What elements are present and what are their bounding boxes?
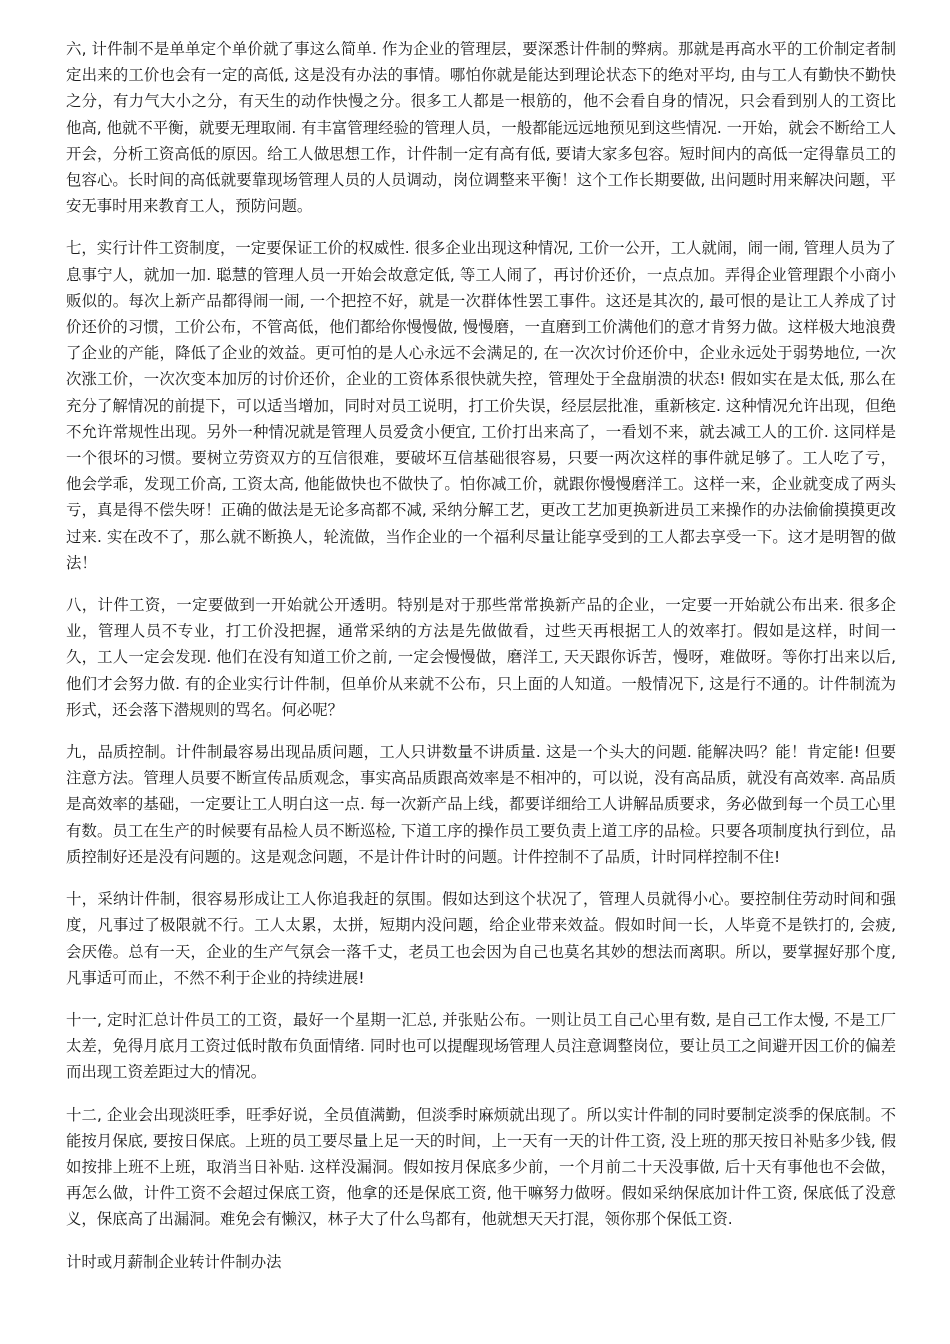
document-page — [66, 36, 896, 1291]
section-heading: 计时或月薪制企业转计件制办法 — [66, 1252, 282, 1271]
paragraph-7: 七，实行计件工资制度，一定要保证工价的权威性. 很多企业出现这种情况, 工价一公开，工人就闹，闹一闹, 管理人员为了息事宁人，就加一加. 聪慧的管理人员一开始会故意定低, 等工人闹了，再讨价还价，一点点加。弄得企业管理跟个小商小贩似的。每次上新产品都得闹一闹, 一个把控不好，就是一次群体性罢工事件。这还是其次的, 最可恨的是让工人养成了讨价还价的习惯，工价公布，不管高低，他们都给你慢慢做, 慢慢磨，一直磨到工价满他们的意才肯努力做。这样极大地浪费了企业的产能，降低了企业的效益。更可怕的是人心永远不会满足的, 在一次次讨价还价中，企业永远处于弱势地位, 一次次涨工价，一次次变本加厉的讨价还价，企业的工资体系很快就失控，管理处于全盘崩溃的状态! 假如实在是太低, 那么在充分了解情况的前提下，可以适当增加，同时对员工说明，打工价失误，经层层批准，重新核定. 这种情况允许出现，但绝不允许常规性出现。另外一种情况就是管理人员爱贪小便宜, 工价打出来高了，一看划不来，就去减工人的工价. 这同样是一个很坏的习惯。要树立劳资双方的互信很难，要破坏互信基础很容易，只要一两次这样的事件就足够了。工人吃了亏，他会学乖，发现工价高, 工资太高, 他能做快也不做快了。怕你减工价，就跟你慢慢磨洋工。这样一来，企业就变成了两头亏，真是得不偿失呀！正确的做法是无论多高都不减, 采纳分解工艺，更改工艺加更换新进员工来操作的办法偷偷摸摸更改过来. 实在改不了，那么就不断换人，轮流做，当作企业的一个福利尽量让能享受到的工人都去享受一下。这才是明智的做法！ — [66, 239, 896, 572]
paragraph-9: 九，品质控制。计件制最容易出现品质问题，工人只讲数量不讲质量. 这是一个头大的问题. 能解决吗？能！肯定能! 但要注意方法。管理人员要不断宣传品质观念，事实高品质跟高效率是不相冲的，可以说，没有高品质，就没有高效率. 高品质是高效率的基础，一定要让工人明白这一点. 每一次新产品上线，都要详细给工人讲解品质要求，务必做到每一个员工心里有数。员工在生产的时候要有品检人员不断巡检, 下道工序的操作员工要负责上道工序的品检。只要各项制度执行到位，品质控制好还是没有问题的。这是观念问题，不是计件计时的问题。计件控制不了品质，计时同样控制不住! — [66, 743, 896, 866]
paragraph-10: 十，采纳计件制，很容易形成让工人你追我赶的氛围。假如达到这个状况了，管理人员就得小心。要控制住劳动时间和强度，凡事过了极限就不行。工人太累，太拼，短期内没问题，给企业带来效益。假如时间一长，人毕竟不是铁打的, 会疲, 会厌倦。总有一天，企业的生产气氛会一落千丈，老员工也会因为自己也莫名其妙的想法而离职。所以，要掌握好那个度, 凡事适可而止，不然不利于企业的持续进展! — [66, 890, 896, 987]
paragraph-8: 八，计件工资，一定要做到一开始就公开透明。特别是对于那些常常换新产品的企业，一定要一开始就公布出来. 很多企业，管理人员不专业，打工价没把握，通常采纳的方法是先做做看，过些天再根据工人的效率打。假如是这样，时间一久，工人一定会发现. 他们在没有知道工价之前, 一定会慢慢做，磨洋工, 天天跟你诉苦，慢呀，难做呀。等你打出来以后, 他们才会努力做. 有的企业实行计件制，但单价从来就不公布，只上面的人知道。一般情况下, 这是行不通的。计件制流为形式，还会落下潜规则的骂名。何必呢？ — [66, 596, 896, 719]
paragraph-6: 六, 计件制不是单单定个单价就了事这么简单. 作为企业的管理层，要深悉计件制的弊病。那就是再高水平的工价制定者制定出来的工价也会有一定的高低, 这是没有办法的事情。哪怕你就是能达到理论状态下的绝对平均, 由与工人有勤快不勤快之分，有力气大小之分，有天生的动作快慢之分。很多工人都是一根筋的，他不会看自身的情况，只会看到别人的工资比他高, 他就不平衡，就要无理取闹. 有丰富管理经验的管理人员，一般都能远远地预见到这些情况. 一开始，就会不断给工人开会，分析工资高低的原因。给工人做思想工作，计件制一定有高有低, 要请大家多包容。短时间内的高低一定得靠员工的包容心。长时间的高低就要靠现场管理人员的人员调动，岗位调整来平衡！这个工作长期要做, 出问题时用来解决问题，平安无事时用来教育工人，预防问题。 — [66, 40, 896, 216]
paragraph-12: 十二, 企业会出现淡旺季，旺季好说，全员值满勤，但淡季时麻烦就出现了。所以实计件制的同时要制定淡季的保底制。不能按月保底, 要按日保底。上班的员工要尽量上足一天的时间，上一天有一天的计件工资, 没上班的那天按日补贴多少钱, 假如按排上班不上班，取消当日补贴. 这样没漏洞。假如按月保底多少前，一个月前二十天没事做, 后十天有事他也不会做，再怎么做，计件工资不会超过保底工资，他拿的还是保底工资, 他干嘛努力做呀。假如采纳保底加计件工资, 保底低了没意义，保底高了出漏洞。难免会有懒汉，林子大了什么鸟都有，他就想天天打混，领你那个保低工资. — [66, 1105, 896, 1229]
paragraph-11: 十一, 定时汇总计件员工的工资，最好一个星期一汇总, 并张贴公布。一则让员工自己心里有数, 是自己工作太慢, 不是工厂太差，免得月底月工资过低时散布负面情绪. 同时也可以提醒现场管理人员注意调整岗位，要让员工之间避开因工价的偏差而出现工资差距过大的情况。 — [66, 1010, 896, 1082]
